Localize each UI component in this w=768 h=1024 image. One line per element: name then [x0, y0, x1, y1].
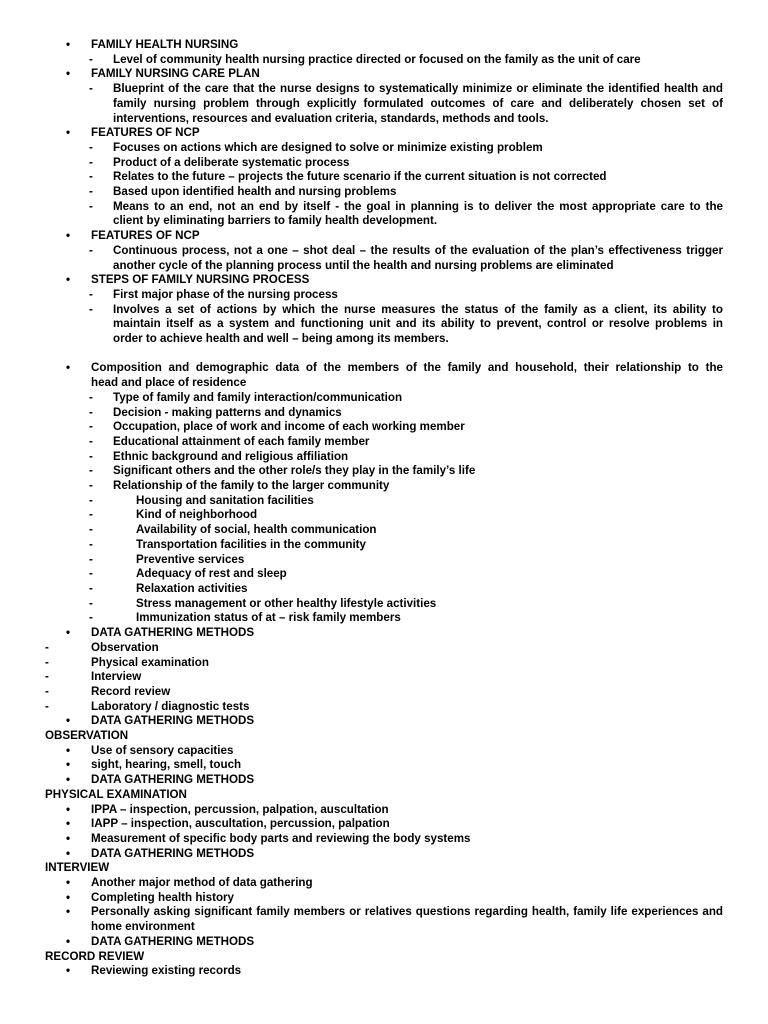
text: Decision - making patterns and dynamics [113, 405, 342, 419]
dash-item-line [45, 259, 723, 274]
dash-marker: - [45, 640, 49, 654]
text: DATA GATHERING METHODS [91, 626, 255, 640]
dash-item-line [45, 82, 723, 97]
dash-item-line [45, 244, 723, 259]
section-heading [45, 788, 723, 803]
dash-item-line [45, 185, 723, 200]
dash-marker: - [89, 52, 93, 66]
text: Focuses on actions which are designed to solve or minimize existing problem [113, 140, 543, 154]
dash-marker: - [89, 582, 93, 595]
text: Product of a deliberate systematic process [113, 155, 350, 169]
dash-item [45, 156, 723, 171]
text: Completing health history [91, 890, 234, 904]
dash-marker: - [89, 390, 93, 404]
sub-dash-item [45, 553, 723, 568]
sub-dash-item-line [45, 611, 723, 626]
method-item [45, 685, 723, 700]
bullet-icon: • [66, 743, 71, 757]
dash-item [45, 288, 723, 303]
dash-marker: - [89, 508, 93, 522]
text: head and place of residence [91, 376, 247, 390]
section-heading [45, 950, 723, 965]
bullet-icon: • [66, 964, 71, 978]
dash-marker: - [89, 537, 93, 551]
dash-item [45, 435, 723, 450]
text: Significant others and the other role/s they play in the family’s life [113, 464, 476, 478]
bullet-item-line [45, 905, 723, 920]
text: Blueprint of the care that the nurse designs to systematically minimize or eliminate the identified health and [113, 82, 723, 96]
dash-item-line [45, 406, 723, 421]
dash-marker: - [89, 567, 93, 581]
dash-marker: - [89, 302, 93, 316]
section-heading [45, 729, 723, 744]
bullet-item-line [45, 38, 723, 53]
text: home environment [91, 920, 195, 934]
sub-dash-item [45, 508, 723, 523]
method-item-line [45, 685, 723, 700]
text: Another major method of data gathering [91, 876, 313, 890]
dash-item-line [45, 303, 723, 318]
method-item [45, 656, 723, 671]
bullet-item [45, 817, 723, 832]
dash-item-line [45, 141, 723, 156]
bullet-item [45, 803, 723, 818]
sub-dash-item-line [45, 523, 723, 538]
bullet-item [45, 361, 723, 390]
dash-marker: - [89, 611, 93, 625]
dash-item-line [45, 420, 723, 435]
dash-item-line [45, 391, 723, 406]
dash-marker: - [89, 287, 93, 301]
text: Level of community health nursing practice directed or focused on the family as the unit of care [113, 52, 641, 66]
dash-marker: - [89, 479, 93, 493]
text: Means to an end, not an end by itself - the goal in planning is to deliver the most appropriate care to the [113, 199, 723, 213]
bullet-item-line [45, 714, 723, 729]
text: Measurement of specific body parts and reviewing the body systems [91, 831, 471, 845]
text: Relates to the future – projects the future scenario if the current situation is not corrected [113, 170, 607, 184]
dash-item-line [45, 214, 723, 229]
text: PHYSICAL EXAMINATION [45, 787, 187, 801]
dash-marker: - [89, 464, 93, 478]
dash-marker: - [45, 655, 49, 669]
bullet-item-line [45, 758, 723, 773]
text: STEPS OF FAMILY NURSING PROCESS [91, 273, 310, 287]
text: RECORD REVIEW [45, 949, 145, 963]
bullet-icon: • [66, 229, 71, 243]
bullet-icon: • [66, 831, 71, 845]
dash-marker: - [89, 243, 93, 257]
sub-dash-item-line [45, 538, 723, 553]
text: Kind of neighborhood [136, 508, 258, 522]
bullet-item-line [45, 126, 723, 141]
text: Record review [91, 684, 171, 698]
bullet-item-line [45, 935, 723, 950]
text: Educational attainment of each family member [113, 434, 370, 448]
dash-marker: - [89, 82, 93, 96]
bullet-icon: • [66, 905, 71, 919]
text: FAMILY NURSING CARE PLAN [91, 67, 260, 81]
dash-marker: - [89, 552, 93, 566]
dash-item-line [45, 450, 723, 465]
bullet-item-line [45, 273, 723, 288]
bullet-item-line [45, 817, 723, 832]
text: Interview [91, 670, 142, 684]
text: interventions, resources and evaluation criteria, standards, methods and tools. [113, 111, 549, 125]
bullet-item-line [45, 964, 723, 979]
document-body [45, 38, 723, 979]
text: Availability of social, health communication [136, 523, 377, 537]
bullet-item [45, 847, 723, 862]
text: Stress management or other healthy lifestyle activities [136, 596, 437, 610]
bullet-item [45, 832, 723, 847]
bullet-item-line [45, 626, 723, 641]
text: Use of sensory capacities [91, 743, 234, 757]
dash-item-line [45, 464, 723, 479]
bullet-icon: • [66, 67, 71, 81]
bullet-item [45, 891, 723, 906]
text: Reviewing existing records [91, 964, 242, 978]
section-heading [45, 861, 723, 876]
sub-dash-item [45, 538, 723, 553]
dash-marker: - [45, 684, 49, 698]
method-item-line [45, 641, 723, 656]
sub-dash-item-line [45, 582, 723, 597]
dash-marker: - [89, 170, 93, 184]
bullet-item [45, 273, 723, 288]
dash-item-line [45, 170, 723, 185]
bullet-icon: • [66, 626, 71, 640]
text: Immunization status of at – risk family members [136, 611, 401, 625]
text: client by eliminating barriers to family health development. [113, 214, 438, 228]
bullet-item [45, 229, 723, 244]
dash-marker: - [45, 699, 49, 713]
sub-dash-item [45, 494, 723, 509]
bullet-icon: • [66, 714, 71, 728]
bullet-item [45, 626, 723, 641]
dash-item [45, 53, 723, 68]
dash-item [45, 450, 723, 465]
method-item-line [45, 670, 723, 685]
bullet-item [45, 905, 723, 934]
text: Observation [91, 640, 159, 654]
sub-dash-item [45, 567, 723, 582]
text: DATA GATHERING METHODS [91, 714, 255, 728]
method-item [45, 670, 723, 685]
section-heading-line [45, 861, 723, 876]
dash-marker: - [89, 405, 93, 419]
text: First major phase of the nursing process [113, 287, 338, 301]
text: Physical examination [91, 655, 209, 669]
method-item-line [45, 700, 723, 715]
dash-item [45, 420, 723, 435]
bullet-item [45, 67, 723, 82]
dash-marker: - [89, 449, 93, 463]
bullet-item [45, 744, 723, 759]
section-heading-line [45, 788, 723, 803]
bullet-item-line [45, 832, 723, 847]
text: Relationship of the family to the larger community [113, 479, 390, 493]
bullet-item [45, 714, 723, 729]
bullet-item [45, 964, 723, 979]
bullet-icon: • [66, 934, 71, 948]
bullet-item-line [45, 376, 723, 391]
dash-item-line [45, 435, 723, 450]
dash-item-line [45, 156, 723, 171]
dash-item [45, 303, 723, 347]
bullet-item [45, 126, 723, 141]
bullet-item-line [45, 891, 723, 906]
dash-marker: - [89, 185, 93, 199]
dash-item-line [45, 200, 723, 215]
text: another cycle of the planning process until the health and nursing problems are eliminated [113, 258, 614, 272]
method-item-line [45, 656, 723, 671]
text: IAPP – inspection, auscultation, percussion, palpation [91, 817, 390, 831]
text: Type of family and family interaction/communication [113, 390, 403, 404]
bullet-icon: • [66, 126, 71, 140]
sub-dash-item-line [45, 567, 723, 582]
bullet-item-line [45, 67, 723, 82]
section-heading-line [45, 729, 723, 744]
dash-item [45, 391, 723, 406]
dash-item [45, 141, 723, 156]
dash-marker: - [89, 434, 93, 448]
dash-item-line [45, 97, 723, 112]
text: INTERVIEW [45, 861, 110, 875]
text: Adequacy of rest and sleep [136, 567, 287, 581]
dash-marker: - [89, 140, 93, 154]
sub-dash-item [45, 582, 723, 597]
text: DATA GATHERING METHODS [91, 846, 255, 860]
dash-item [45, 82, 723, 126]
text: Based upon identified health and nursing problems [113, 185, 397, 199]
dash-item [45, 170, 723, 185]
dash-marker: - [45, 670, 49, 684]
sub-dash-item-line [45, 494, 723, 509]
text: Ethnic background and religious affiliation [113, 449, 349, 463]
sub-dash-item-line [45, 553, 723, 568]
dash-item [45, 479, 723, 494]
sub-dash-item [45, 523, 723, 538]
bullet-icon: • [66, 817, 71, 831]
text: Laboratory / diagnostic tests [91, 699, 250, 713]
dash-item-line [45, 332, 723, 347]
bullet-item-line [45, 361, 723, 376]
dash-item-line [45, 53, 723, 68]
text: IPPA – inspection, percussion, palpation, auscultation [91, 802, 389, 816]
dash-item-line [45, 317, 723, 332]
text: Housing and sanitation facilities [136, 493, 314, 507]
text: FAMILY HEALTH NURSING [91, 38, 239, 51]
bullet-icon: • [66, 876, 71, 890]
text: Involves a set of actions by which the nurse measures the status of the family as a client, its ability to [113, 302, 723, 316]
sub-dash-item [45, 597, 723, 612]
bullet-item-line [45, 803, 723, 818]
bullet-icon: • [66, 361, 71, 375]
bullet-icon: • [66, 890, 71, 904]
text: FEATURES OF NCP [91, 126, 200, 140]
dash-marker: - [89, 420, 93, 434]
dash-item-line [45, 288, 723, 303]
dash-item [45, 244, 723, 273]
section-heading-line [45, 950, 723, 965]
method-item [45, 641, 723, 656]
text: order to achieve health and well – being among its members. [113, 332, 449, 346]
dash-item-line [45, 479, 723, 494]
bullet-item [45, 38, 723, 53]
bullet-item-line [45, 229, 723, 244]
bullet-item [45, 758, 723, 773]
text: DATA GATHERING METHODS [91, 773, 255, 787]
sub-dash-item-line [45, 508, 723, 523]
dash-item [45, 200, 723, 229]
dash-item [45, 464, 723, 479]
text: maintain itself as a system and functioning unit and its ability to prevent, control or resolve problems in [113, 317, 723, 331]
bullet-item [45, 935, 723, 950]
dash-marker: - [89, 596, 93, 610]
dash-marker: - [89, 523, 93, 537]
dash-marker: - [89, 493, 93, 507]
dash-item [45, 185, 723, 200]
method-item [45, 700, 723, 715]
text: Preventive services [136, 552, 245, 566]
sub-dash-item [45, 611, 723, 626]
bullet-icon: • [66, 38, 71, 51]
text: Relaxation activities [136, 582, 248, 595]
blank-line [45, 347, 723, 362]
bullet-item-line [45, 773, 723, 788]
text: sight, hearing, smell, touch [91, 758, 242, 772]
bullet-icon: • [66, 773, 71, 787]
bullet-item-line [45, 920, 723, 935]
text: family nursing problem through explicitly formulated outcomes of care and deliberately chosen set of [113, 96, 723, 110]
dash-marker: - [89, 155, 93, 169]
text: FEATURES OF NCP [91, 229, 200, 243]
dash-item-line [45, 112, 723, 127]
sub-dash-item-line [45, 597, 723, 612]
bullet-icon: • [66, 273, 71, 287]
bullet-icon: • [66, 758, 71, 772]
text: Personally asking significant family members or relatives questions regarding health, family life experiences and [91, 905, 723, 919]
bullet-item-line [45, 876, 723, 891]
bullet-icon: • [66, 802, 71, 816]
text: Occupation, place of work and income of each working member [113, 420, 465, 434]
bullet-item [45, 773, 723, 788]
dash-marker: - [89, 199, 93, 213]
text: DATA GATHERING METHODS [91, 934, 255, 948]
dash-item [45, 406, 723, 421]
bullet-item-line [45, 847, 723, 862]
bullet-icon: • [66, 846, 71, 860]
text: Transportation facilities in the community [136, 537, 366, 551]
bullet-item [45, 876, 723, 891]
text: OBSERVATION [45, 729, 129, 743]
bullet-item-line [45, 744, 723, 759]
text: Continuous process, not a one – shot deal – the results of the evaluation of the plan’s effectiveness trigger [113, 243, 723, 257]
text: Composition and demographic data of the members of the family and household, their relationship to the [91, 361, 723, 375]
